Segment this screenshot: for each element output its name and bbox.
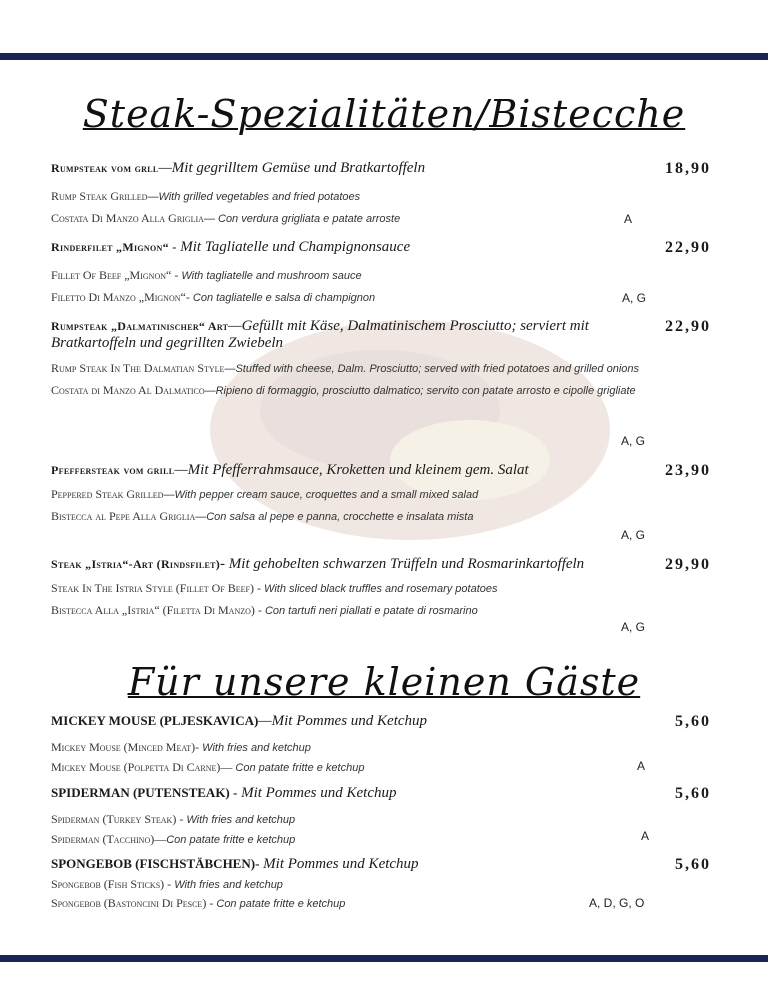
item-price: 5,60 <box>675 713 711 730</box>
item-en-name: Peppered Steak Grilled <box>51 487 164 501</box>
menu-item-spiderman <box>51 785 711 849</box>
item-price: 22,90 <box>665 239 711 256</box>
item-allergens: A, G <box>621 528 646 542</box>
item-en-name: Steak In The Istria Style (Fillet Of Beef) - <box>51 581 261 595</box>
item-name: SPIDERMAN (PUTENSTEAK) - <box>51 785 238 800</box>
item-it-name: Bistecca Alla „Istria“ (Filetta Di Manzo) - <box>51 603 262 617</box>
menu-item-rumpsteak <box>51 160 711 228</box>
item-desc: —Mit Pommes und Ketchup <box>258 713 428 729</box>
item-name: Pfeffersteak vom grill <box>51 463 175 477</box>
item-it-desc: —Con salsa al pepe e panna, crocchette e insalata mista <box>195 511 474 523</box>
item-name: SPONGEBOB (FISCHSTÄBCHEN)- <box>51 856 260 871</box>
item-it-name: Mickey Mouse (Polpetta Di Carne)— <box>51 760 233 774</box>
item-it-name: Spongebob (Bastoncini Di Pesce) - <box>51 896 214 910</box>
item-it-desc: — Con verdura grigliata e patate arroste <box>203 213 401 225</box>
item-desc: —Gefüllt mit Käse, Dalmatinischem Prosciutto; serviert mit Bratkartoffeln und gegrillten Zwiebeln <box>51 318 589 351</box>
item-en-desc: —Stuffed with cheese, Dalm. Prosciutto; served with fried potatoes and grilled onions <box>224 363 639 375</box>
item-en-desc: —With grilled vegetables and fried potatoes <box>147 191 361 203</box>
menu-item-mickey-mouse <box>51 713 711 777</box>
item-en-name: Spiderman (Turkey Steak) - <box>51 812 184 826</box>
item-desc: —Mit Pfefferrahmsauce, Kroketten und kleinem gem. Salat <box>174 462 529 478</box>
item-en-desc: With fries and ketchup <box>199 742 311 754</box>
top-border-bar <box>0 53 768 60</box>
item-desc: - Mit gehobelten schwarzen Trüffeln und Rosmarinkartoffeln <box>220 556 585 572</box>
item-allergens: A <box>637 759 646 773</box>
item-name: Rumpsteak „Dalmatinischer“ Art <box>51 319 229 333</box>
item-it-name: Costata di Manzo Al Dalmatico <box>51 383 205 397</box>
item-name: Steak „Istria“-Art (Rindsfilet) <box>51 557 221 571</box>
item-allergens: A <box>641 829 650 843</box>
item-price: 29,90 <box>665 556 711 573</box>
item-it-name: Filetto Di Manzo „Mignon“- <box>51 290 190 304</box>
item-en-name: Rump Steak Grilled <box>51 189 148 203</box>
item-desc: —Mit gegrilltem Gemüse und Bratkartoffeln <box>158 160 426 176</box>
menu-item-pfeffersteak <box>51 462 711 542</box>
item-allergens: A, G <box>621 620 646 634</box>
section-title-kids: Für unsere kleinen Gäste <box>127 660 641 704</box>
item-name: Rumpsteak vom grll <box>51 161 159 175</box>
item-en-desc: With sliced black truffles and rosemary potatoes <box>261 583 498 595</box>
item-allergens: A <box>624 212 633 226</box>
item-en-desc: With fries and ketchup <box>183 814 296 826</box>
item-it-name: Bistecca al Pepe Alla Griglia <box>51 509 196 523</box>
item-it-desc: Con patate fritte e ketchup <box>213 898 346 910</box>
item-en-name: Rump Steak In The Dalmatian Style <box>51 361 225 375</box>
item-it-desc: Con tagliatelle e salsa di champignon <box>189 292 376 304</box>
item-en-desc: —With pepper cream sauce, croquettes and a small mixed salad <box>163 489 479 501</box>
menu-item-rinderfilet <box>51 239 711 307</box>
item-it-desc: Con tartufi neri piallati e patate di rosmarino <box>261 605 478 617</box>
item-it-desc: Con patate fritte e ketchup <box>166 834 296 846</box>
menu-item-spongebob <box>51 856 711 913</box>
item-price: 22,90 <box>665 318 711 335</box>
item-price: 5,60 <box>675 856 711 873</box>
item-price: 23,90 <box>665 462 711 479</box>
item-price: 18,90 <box>665 160 711 177</box>
item-it-name: Costata Di Manzo Alla Griglia <box>51 211 204 225</box>
item-allergens: A, D, G, O <box>589 896 645 910</box>
menu-item-istria <box>51 556 711 634</box>
section-title-steaks: Steak-Spezialitäten/Bistecche <box>82 92 686 136</box>
bottom-border-bar <box>0 955 768 962</box>
item-desc: Mit Pommes und Ketchup <box>259 856 419 872</box>
item-en-name: Mickey Mouse (Minced Meat)- <box>51 740 200 754</box>
item-en-desc: With fries and ketchup <box>171 879 283 891</box>
menu-item-dalmatinischer <box>51 318 711 448</box>
item-allergens: A, G <box>621 434 646 448</box>
item-allergens: A, G <box>622 291 647 305</box>
item-desc: Mit Tagliatelle und Champignonsauce <box>176 239 411 255</box>
item-desc: Mit Pommes und Ketchup <box>237 785 397 801</box>
item-name: Rinderfilet „Mignon“ - <box>51 240 177 254</box>
item-en-desc: With tagliatelle and mushroom sauce <box>178 270 362 282</box>
item-en-name: Spongebob (Fish Sticks) - <box>51 877 172 891</box>
item-name: MICKEY MOUSE (PLJESKAVICA) <box>51 713 259 728</box>
item-price: 5,60 <box>675 785 711 802</box>
item-it-name: Spiderman (Tacchino)— <box>51 832 167 846</box>
item-it-desc: Con patate fritte e ketchup <box>232 762 365 774</box>
item-it-desc: —Ripieno di formaggio, prosciutto dalmatico; servito con patate arrosto e cipolle grigliate <box>204 385 636 397</box>
item-en-name: Fillet Of Beef „Mignon“ - <box>51 268 179 282</box>
